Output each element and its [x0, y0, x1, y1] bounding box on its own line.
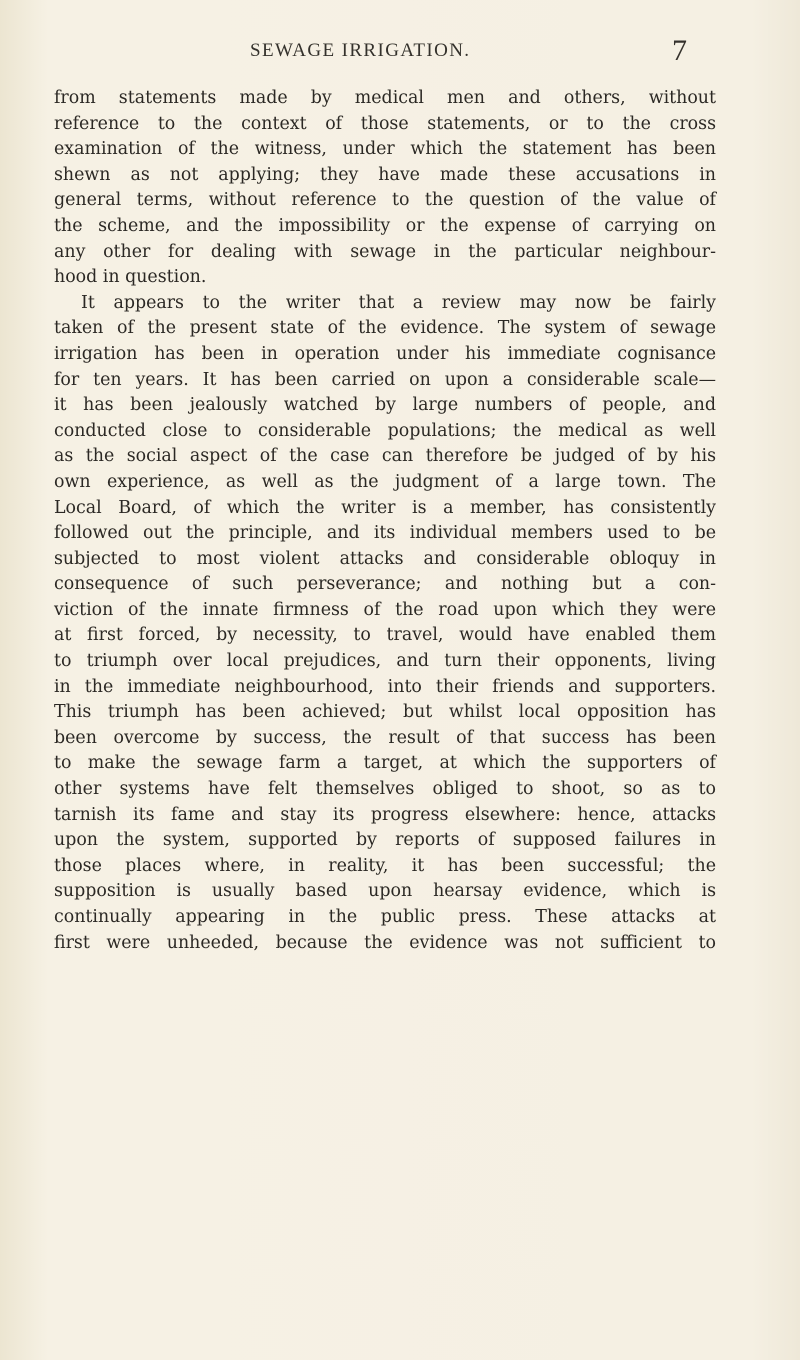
text-line: as the social aspect of the case can therefore be judged of by his: [54, 446, 716, 467]
text-line: it has been jealously watched by large numbers of people, and: [54, 395, 716, 416]
text-line: continually appearing in the public press. These attacks at: [54, 907, 716, 927]
text-line: to make the sewage farm a target, at which the supporters of: [54, 753, 716, 774]
text-line: conducted close to considerable populations; the medical as well: [54, 420, 716, 441]
text-line: first were unheeded, because the evidence was not sufficient to: [54, 932, 716, 953]
paragraph-1: [54, 86, 716, 291]
text-line: hood in question.: [54, 267, 207, 288]
text-line: followed out the principle, and its individual members used to be: [54, 523, 716, 544]
text-line: Local Board, of which the writer is a member, has consistently: [54, 497, 716, 518]
text-line: It appears to the writer that a review may now be fairly: [81, 292, 716, 313]
text-line: This triumph has been achieved; but whilst local opposition has: [54, 702, 716, 723]
text-line: subjected to most violent attacks and considerable obloquy in: [54, 548, 716, 569]
text-line: in the immediate neighbourhood, into their friends and supporters.: [54, 676, 716, 697]
text-line: the scheme, and the impossibility or the expense of carrying on: [54, 215, 716, 236]
text-line: any other for dealing with sewage in the particular neighbour-: [54, 241, 716, 262]
text-line: for ten years. It has been carried on upon a considerable scale—: [54, 369, 716, 390]
text-line: from statements made by medical men and others, without: [54, 88, 716, 108]
text-line: shewn as not applying; they have made these accusations in: [54, 164, 716, 185]
text-line: irrigation has been in operation under his immediate cognisance: [54, 343, 716, 364]
text-line: consequence of such perseverance; and nothing but a con-: [54, 574, 716, 595]
text-line: supposition is usually based upon hearsay evidence, which is: [54, 881, 716, 902]
text-line: at first forced, by necessity, to travel, would have enabled them: [54, 625, 716, 646]
page-number: 7: [672, 34, 687, 67]
paragraph-2: [54, 291, 716, 956]
running-head: [0, 36, 800, 76]
text-line: general terms, without reference to the question of the value of: [54, 190, 716, 211]
text-line: taken of the present state of the evidence. The system of sewage: [54, 318, 716, 339]
text-line: other systems have felt themselves obliged to shoot, so as to: [54, 779, 716, 800]
text-line: those places where, in reality, it has been successful; the: [54, 855, 716, 876]
text-line: own experience, as well as the judgment of a large town. The: [54, 471, 716, 492]
running-title: SEWAGE IRRIGATION.: [250, 40, 471, 61]
text-line: tarnish its fame and stay its progress elsewhere: hence, attacks: [54, 804, 716, 825]
text-line: upon the system, supported by reports of supposed failures in: [54, 830, 716, 851]
text-line: been overcome by success, the result of that success has been: [54, 727, 716, 748]
body-text: [54, 86, 716, 956]
text-line: to triumph over local prejudices, and turn their opponents, living: [54, 651, 716, 672]
text-line: reference to the context of those statements, or to the cross: [54, 113, 716, 134]
text-line: viction of the innate firmness of the road upon which they were: [54, 599, 716, 620]
text-line: examination of the witness, under which the statement has been: [54, 139, 716, 160]
